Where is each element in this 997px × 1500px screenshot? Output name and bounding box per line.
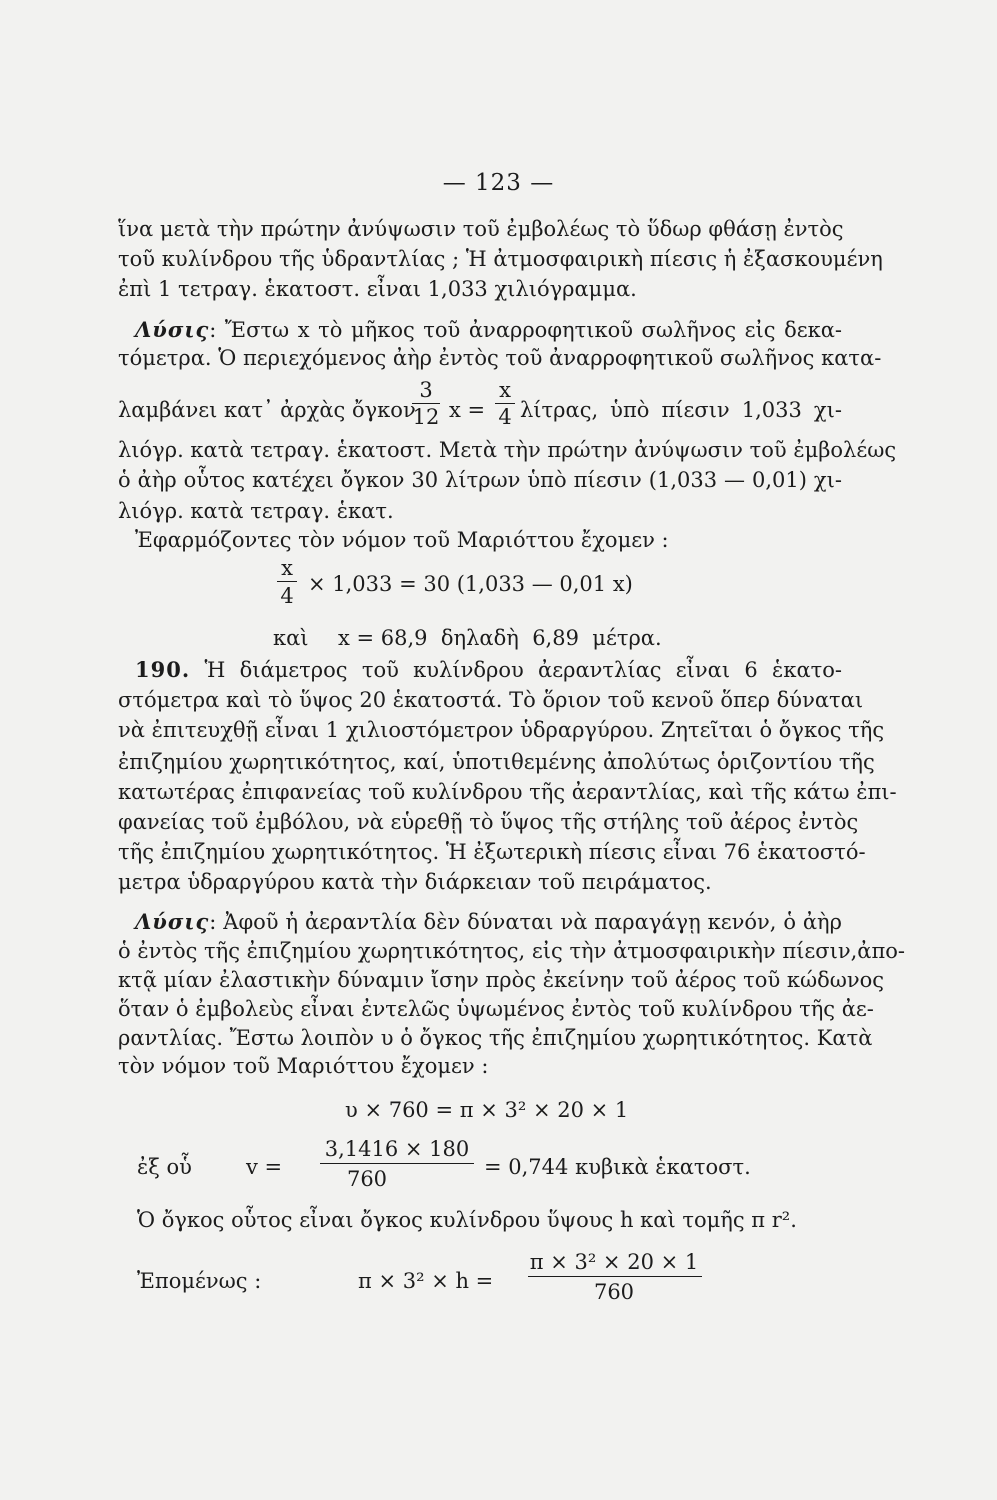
- fraction-numerator: 3,1416 × 180: [324, 1137, 470, 1161]
- solution-line: [135, 908, 842, 936]
- equation: × 1,033 = 30 (1,033 — 0,01 x): [308, 572, 633, 596]
- fraction-numerator: x: [499, 378, 511, 402]
- fraction-numerator: x: [281, 556, 293, 580]
- text-line: τῆς ἐπιζημίου χωρητικότητος. Ἡ ἐξωτερικὴ πίεσις εἶναι 76 ἑκατοστό-: [118, 840, 866, 864]
- fraction-denominator: 760: [346, 1167, 388, 1191]
- equation-lhs: v =: [246, 1155, 283, 1179]
- text-line: κτᾷ μίαν ἐλαστικὴν δύναμιν ἴσην πρὸς ἐκείνην τοῦ ἀέρος τοῦ κώδωνος: [118, 968, 885, 992]
- fraction-numerator: 3: [419, 378, 433, 402]
- text-line: λιόγρ. κατὰ τετραγ. ἑκατοστ. Μετὰ τὴν πρώτην ἀνύψωσιν τοῦ ἐμβολέως: [118, 438, 897, 462]
- equation: υ × 760 = π × 3² × 20 × 1: [345, 1098, 629, 1122]
- text-fragment: x =: [449, 398, 486, 422]
- text-line: ὅταν ὁ ἐμβολεὺς εἶναι ἐντελῶς ὑψωμένος ἐντὸς τοῦ κυλίνδρου τῆς ἀε-: [118, 997, 874, 1021]
- equation-lhs: π × 3² × h =: [358, 1269, 494, 1293]
- problem-text: Ἡ διάμετρος τοῦ κυλίνδρου ἀεραντλίας εἶναι 6 ἑκατο-: [204, 658, 842, 682]
- page-number: — 123 —: [442, 170, 555, 196]
- text-line: νὰ ἐπιτευχθῇ εἶναι 1 χιλιοστόμετρον ὑδραργύρου. Ζητεῖται ὁ ὄγκος τῆς: [118, 718, 885, 742]
- fraction-denominator: 4: [280, 584, 294, 608]
- text-line: τοῦ κυλίνδρου τῆς ὑδραντλίας ; Ἡ ἀτμοσφαιρικὴ πίεσις ἡ ἐξασκουμένη: [118, 247, 883, 271]
- text-line: ὁ ἀὴρ οὗτος κατέχει ὄγκον 30 λίτρων ὑπὸ πίεσιν (1,033 — 0,01) χι-: [118, 468, 842, 492]
- text-line: τόμετρα. Ὁ περιεχόμενος ἀὴρ ἐντὸς τοῦ ἀναρροφητικοῦ σωλῆνος κατα-: [118, 346, 882, 370]
- problem-number: 190.: [135, 657, 191, 682]
- text-fragment: λαμβάνει κατ᾽ ἀρχὰς ὄγκον: [118, 398, 416, 422]
- fraction-denominator: 12: [412, 405, 440, 429]
- text-fragment: λίτρας, ὑπὸ πίεσιν 1,033 χι-: [520, 398, 842, 422]
- fraction-bar: [320, 1163, 474, 1164]
- text-line: φανείας τοῦ ἐμβόλου, νὰ εὑρεθῇ τὸ ὕψος τῆς στήλης τοῦ ἀέρος ἐντὸς: [118, 810, 859, 834]
- solution-label: Λύσις: [135, 317, 210, 342]
- text-line: τὸν νόμον τοῦ Μαριόττου ἔχομεν :: [118, 1054, 489, 1078]
- equation-label: καὶ: [273, 626, 309, 650]
- text-line: λιόγρ. κατὰ τετραγ. ἑκατ.: [118, 499, 394, 523]
- text-line: μετρα ὑδραργύρου κατὰ τὴν διάρκειαν τοῦ πειράματος.: [118, 870, 712, 894]
- fraction-bar: [412, 403, 440, 404]
- equation: x = 68,9 δηλαδὴ 6,89 μέτρα.: [338, 626, 662, 650]
- solution-text: : Ἔστω x τὸ μῆκος τοῦ ἀναρροφητικοῦ σωλῆνος εἰς δεκα-: [209, 318, 842, 342]
- problem-line: [135, 656, 842, 684]
- text-line: κατωτέρας ἐπιφανείας τοῦ κυλίνδρου τῆς ἀεραντλίας, καὶ τῆς κάτω ἐπι-: [118, 780, 897, 804]
- text-line: Ἐφαρμόζοντες τὸν νόμον τοῦ Μαριόττου ἔχομεν :: [135, 528, 669, 552]
- fraction-bar: [495, 403, 515, 404]
- fraction-bar: [277, 581, 297, 582]
- text-line: ὁ ἐντὸς τῆς ἐπιζημίου χωρητικότητος, εἰς τὴν ἀτμοσφαιρικὴν πίεσιν,ἀπο-: [118, 939, 905, 963]
- solution-label: Λύσις: [135, 909, 210, 934]
- solution-text: : Ἀφοῦ ἡ ἀεραντλία δὲν δύναται νὰ παραγάγῃ κενόν, ὁ ἀὴρ: [209, 910, 842, 934]
- fraction-denominator: 760: [593, 1280, 635, 1304]
- text-line: στόμετρα καὶ τὸ ὕψος 20 ἑκατοστά. Τὸ ὅριον τοῦ κενοῦ ὅπερ δύναται: [118, 688, 864, 712]
- fraction-bar: [528, 1276, 702, 1277]
- equation-rhs: = 0,744 κυβικὰ ἑκατοστ.: [484, 1155, 751, 1179]
- fraction-denominator: 4: [498, 405, 512, 429]
- text-line: ἐπιζημίου χωρητικότητος, καί, ὑποτιθεμένης ἀπολύτως ὁριζοντίου τῆς: [118, 750, 875, 774]
- text-line: ἵνα μετὰ τὴν πρώτην ἀνύψωσιν τοῦ ἐμβολέως τὸ ὕδωρ φθάσῃ ἐντὸς: [118, 217, 844, 241]
- equation-label: Ἐπομένως :: [137, 1269, 262, 1293]
- fraction-numerator: π × 3² × 20 × 1: [529, 1250, 699, 1274]
- text-line: ἐπὶ 1 τετραγ. ἑκατοστ. εἶναι 1,033 χιλιόγραμμα.: [118, 277, 637, 301]
- solution-line: [135, 316, 842, 344]
- text-line: ραντλίας. Ἔστω λοιπὸν υ ὁ ὄγκος τῆς ἐπιζημίου χωρητικότητος. Κατὰ: [118, 1026, 873, 1050]
- equation-label: ἐξ οὗ: [137, 1155, 192, 1179]
- text-line: Ὁ ὄγκος οὗτος εἶναι ὄγκος κυλίνδρου ὕψους h καὶ τομῆς π r².: [137, 1208, 797, 1232]
